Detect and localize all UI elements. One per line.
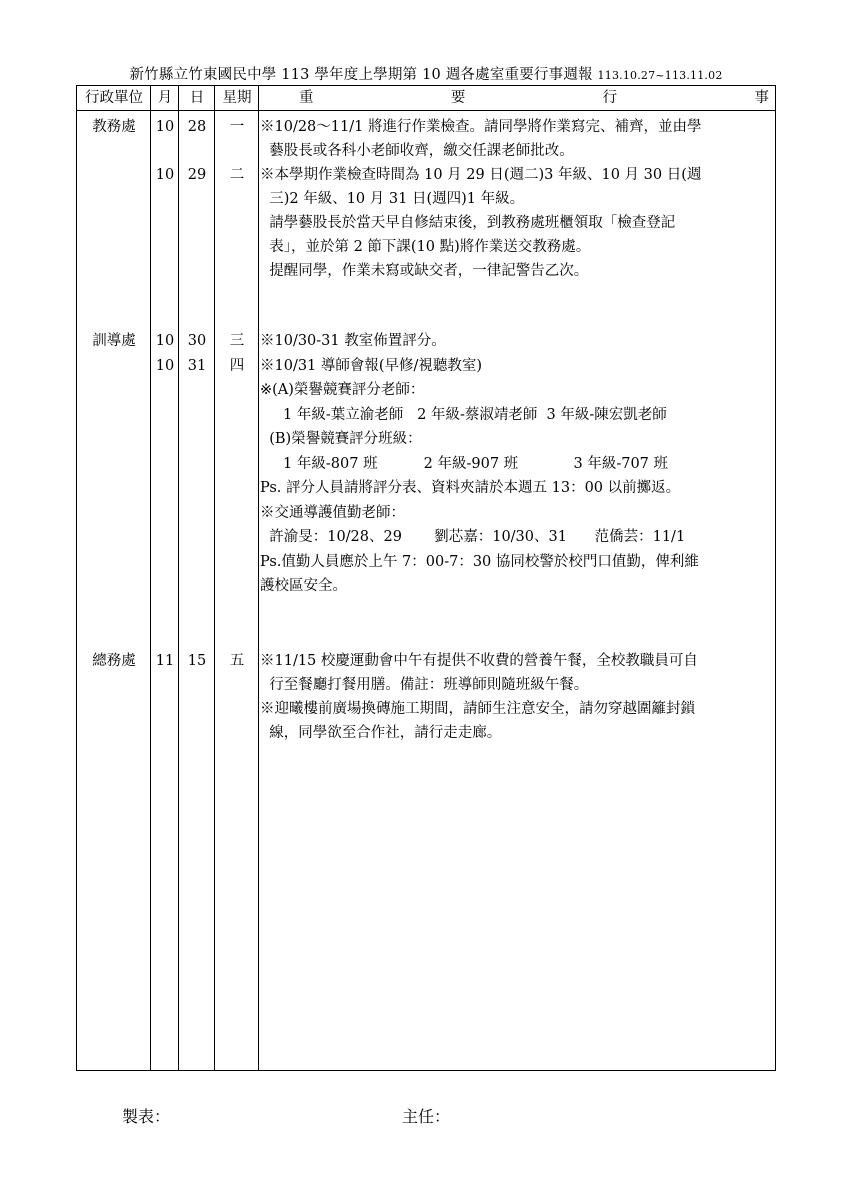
event-line: 1 年級-807 班 2 年級-907 班 3 年級-707 班 [260, 456, 669, 472]
schedule-table [76, 85, 776, 1071]
header-events-char: 重 [299, 90, 314, 106]
header-events [259, 86, 773, 110]
event-line: ※10/30-31 教室佈置評分。 [260, 333, 446, 349]
month-cell: 10 [155, 167, 175, 183]
header-events-char: 要 [450, 90, 466, 106]
day-cell: 29 [187, 167, 207, 183]
footer-maker: 製表： [122, 1107, 171, 1126]
day-cell: 28 [187, 119, 207, 135]
title-date-range: 113.10.27~113.11.02 [597, 69, 723, 82]
event-line: (B)榮譽競賽評分班級： [260, 431, 422, 447]
page-title [76, 63, 776, 84]
unit-general-affairs: 總務處 [92, 653, 136, 669]
column-divider [178, 86, 179, 1070]
day-cell: 30 [187, 333, 207, 349]
event-line: ※迎曦樓前廣場換磚施工期間，請師生注意安全，請勿穿越圍籬封鎖 [260, 701, 695, 717]
header-day: 日 [189, 90, 205, 106]
event-line: 藝股長或各科小老師收齊，繳交任課老師批改。 [260, 143, 574, 159]
event-line: 行至餐廳打餐用膳。備註：班導師則隨班級午餐。 [260, 677, 589, 693]
event-line: ※10/31 導師會報(早修/視聽教室) [260, 358, 483, 374]
event-line: 三)2 年級、10 月 31 日(週四)1 年級。 [260, 191, 525, 207]
unit-academic-affairs: 教務處 [92, 119, 136, 135]
event-line: 提醒同學，作業未寫或缺交者，一律記警告乙次。 [260, 263, 589, 279]
event-line: ※本學期作業檢查時間為 10 月 29 日(週二)3 年級、10 月 30 日(週 [260, 167, 702, 183]
header-month: 月 [157, 90, 173, 106]
event-line: 請學藝股長於當天早自修結束後，到教務處班櫃領取「檢查登記 [260, 215, 676, 231]
header-weekday: 星期 [222, 90, 252, 106]
event-line: 表」，並於第 2 節下課(10 點)將作業送交教務處。 [260, 239, 591, 255]
weekday-cell: 四 [229, 358, 245, 374]
month-cell: 10 [155, 333, 175, 349]
column-divider [214, 86, 215, 1070]
header-divider [77, 110, 775, 111]
day-cell: 31 [187, 358, 207, 374]
month-cell: 10 [155, 358, 175, 374]
event-line: ※10/28～11/1 將進行作業檢查。請同學將作業寫完、補齊，並由學 [260, 119, 702, 135]
header-events-char: 事 [754, 90, 769, 106]
event-line: Ps. 評分人員請將評分表、資料夾請於本週五 13：00 以前擲返。 [260, 480, 681, 496]
day-cell: 15 [187, 653, 207, 669]
event-line: ※(A)榮譽競賽評分老師： [260, 382, 425, 398]
month-cell: 11 [155, 653, 175, 669]
event-line: 線，同學欲至合作社，請行走走廊。 [260, 725, 502, 741]
event-line: 許渝旻：10/28、29 劉芯嘉：10/30、31 范僑芸：11/1 [260, 529, 686, 545]
weekday-cell: 三 [229, 333, 245, 349]
column-divider [258, 86, 259, 1070]
month-cell: 10 [155, 119, 175, 135]
weekday-cell: 一 [229, 119, 245, 135]
weekday-cell: 五 [229, 653, 245, 669]
event-line: ※交通導護值勤老師： [260, 505, 405, 521]
event-line: 1 年級-葉立渝老師 2 年級-蔡淑靖老師 3 年級-陳宏凱老師 [260, 407, 667, 423]
event-line: 護校區安全。 [260, 578, 347, 594]
unit-student-affairs: 訓導處 [92, 333, 136, 349]
weekday-cell: 二 [229, 167, 245, 183]
column-divider [150, 86, 151, 1070]
event-line: Ps.值勤人員應於上午 7：00-7：30 協同校警於校門口值勤，俾利維 [260, 554, 699, 570]
event-line: ※11/15 校慶運動會中午有提供不收費的營養午餐，全校教職員可自 [260, 653, 698, 669]
title-main: 新竹縣立竹東國民中學 113 學年度上學期第 10 週各處室重要行事週報 [129, 67, 593, 83]
header-unit: 行政單位 [85, 90, 143, 106]
footer-director: 主任： [402, 1107, 451, 1126]
header-events-char: 行 [602, 90, 618, 106]
